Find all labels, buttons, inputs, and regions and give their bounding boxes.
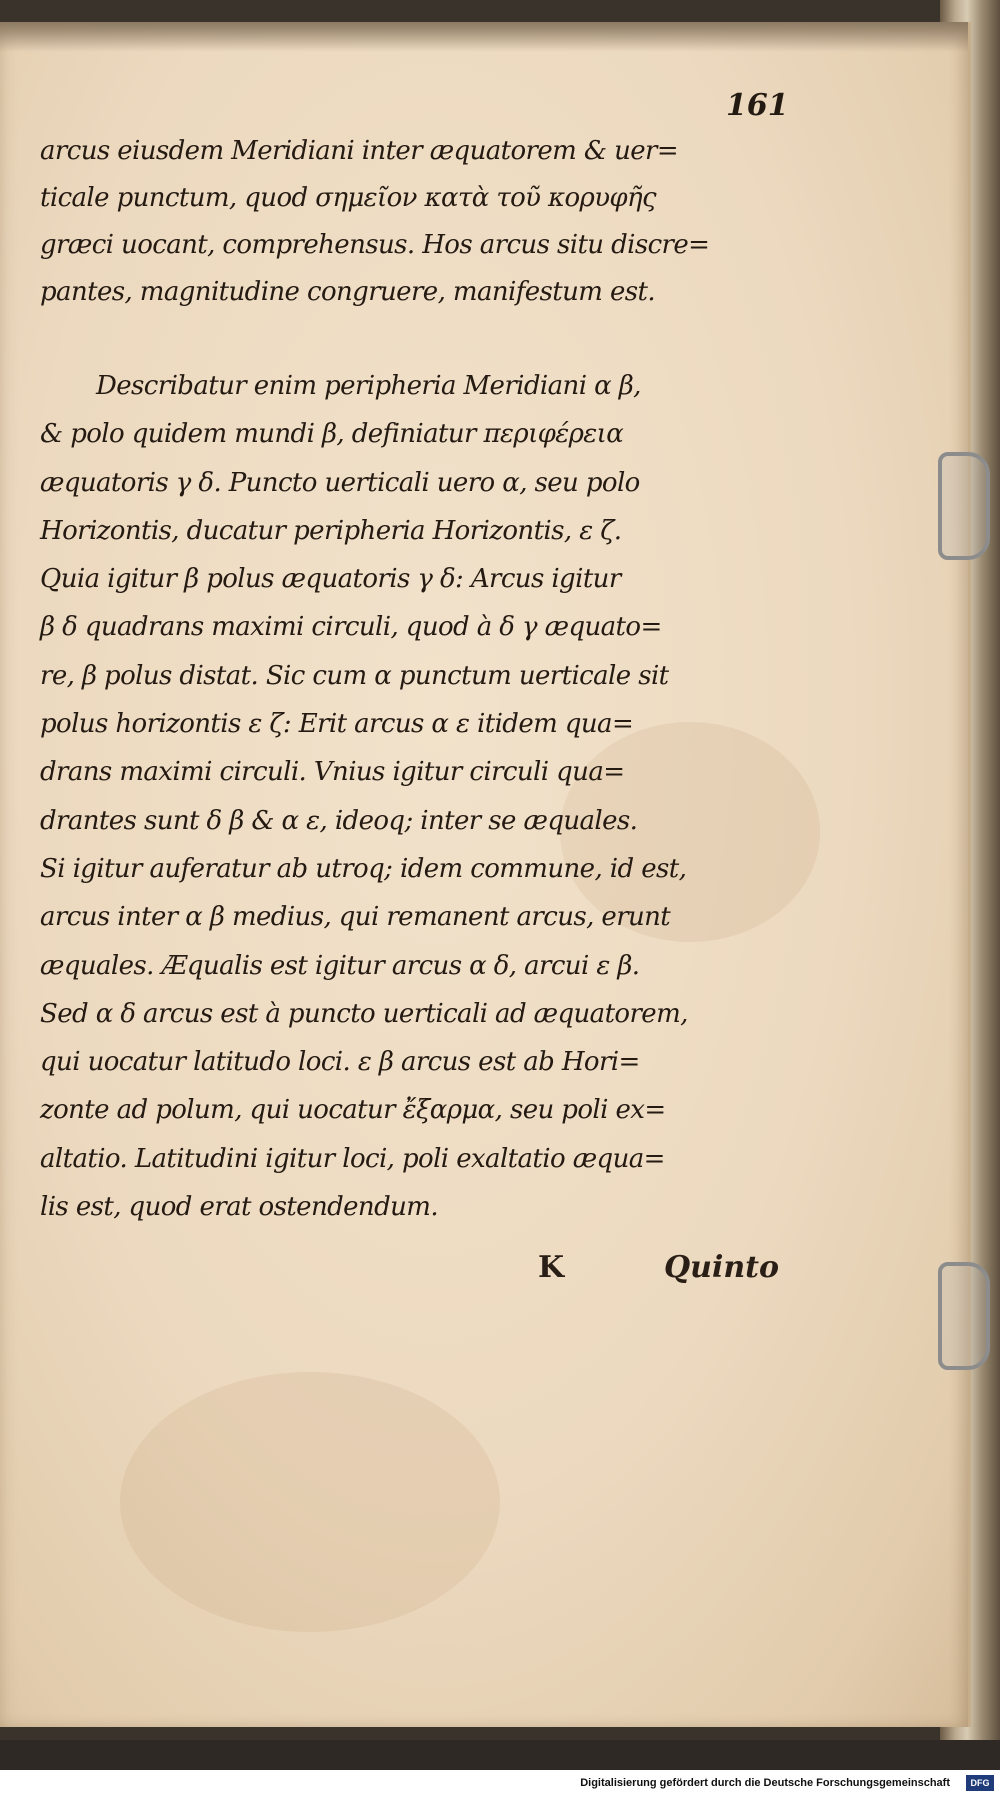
text-line: qui uocatur latitudo loci. ε β arcus est ab Hori= — [40, 1047, 640, 1078]
paper-stain — [120, 1372, 500, 1632]
signature-mark: K — [538, 1250, 565, 1285]
text-line: arcus inter α β medius, qui remanent arcus, erunt — [40, 902, 671, 933]
text-line: æquatoris γ δ. Puncto uerticali uero α, seu polo — [40, 467, 640, 498]
text-line: Describatur enim peripheria Meridiani α β, — [96, 371, 641, 401]
text-line: græci uocant, comprehensus. Hos arcus situ discre= — [40, 230, 710, 260]
page-number: 161 — [726, 88, 789, 123]
text-line: Horizontis, ducatur peripheria Horizontis, ε ζ. — [40, 515, 622, 546]
text-line: lis est, quod erat ostendendum. — [40, 1192, 438, 1223]
text-line: polus horizontis ε ζ: Erit arcus α ε itidem qua= — [40, 709, 634, 740]
text-line: pantes, magnitudine congruere, manifestum est. — [40, 277, 656, 307]
text-line: β δ quadrans maximi circuli, quod à δ γ æquato= — [40, 612, 662, 643]
funding-credit: Digitalisierung gefördert durch die Deutsche Forschungsgemeinschaft — [574, 1775, 956, 1791]
text-line: zonte ad polum, qui uocatur ἔξαρμα, seu poli ex= — [40, 1095, 666, 1126]
catchword: Quinto — [664, 1250, 780, 1285]
paragraph-1 — [40, 128, 800, 316]
text-line: re, β polus distat. Sic cum α punctum uerticale sit — [40, 660, 669, 691]
metal-clip-bottom — [938, 1262, 990, 1370]
paragraph-2 — [40, 362, 800, 1231]
text-line: æquales. Æqualis est igitur arcus α δ, arcui ε β. — [40, 950, 640, 981]
text-line: altatio. Latitudini igitur loci, poli exaltatio æqua= — [40, 1143, 665, 1174]
text-line: Si igitur auferatur ab utroq; idem commune, id est, — [40, 853, 687, 884]
dfg-logo-icon: DFG — [966, 1775, 994, 1791]
page-top-shadow — [0, 22, 968, 52]
text-line: Sed α δ arcus est à puncto uerticali ad æquatorem, — [40, 998, 688, 1029]
text-line: drans maximi circuli. Vnius igitur circuli qua= — [40, 757, 625, 788]
text-line: ticale punctum, quod σημεῖον κατὰ τοῦ κορυφῆς — [40, 183, 656, 213]
text-line: arcus eiusdem Meridiani inter æquatorem & uer= — [40, 136, 679, 166]
text-line: Quia igitur β polus æquatoris γ δ: Arcus igitur — [40, 564, 621, 595]
text-line: & polo quidem mundi β, definiatur περιφέρεια — [40, 419, 624, 450]
text-line: drantes sunt δ β & α ε, ideoq; inter se æquales. — [40, 805, 638, 836]
metal-clip-top — [938, 452, 990, 560]
